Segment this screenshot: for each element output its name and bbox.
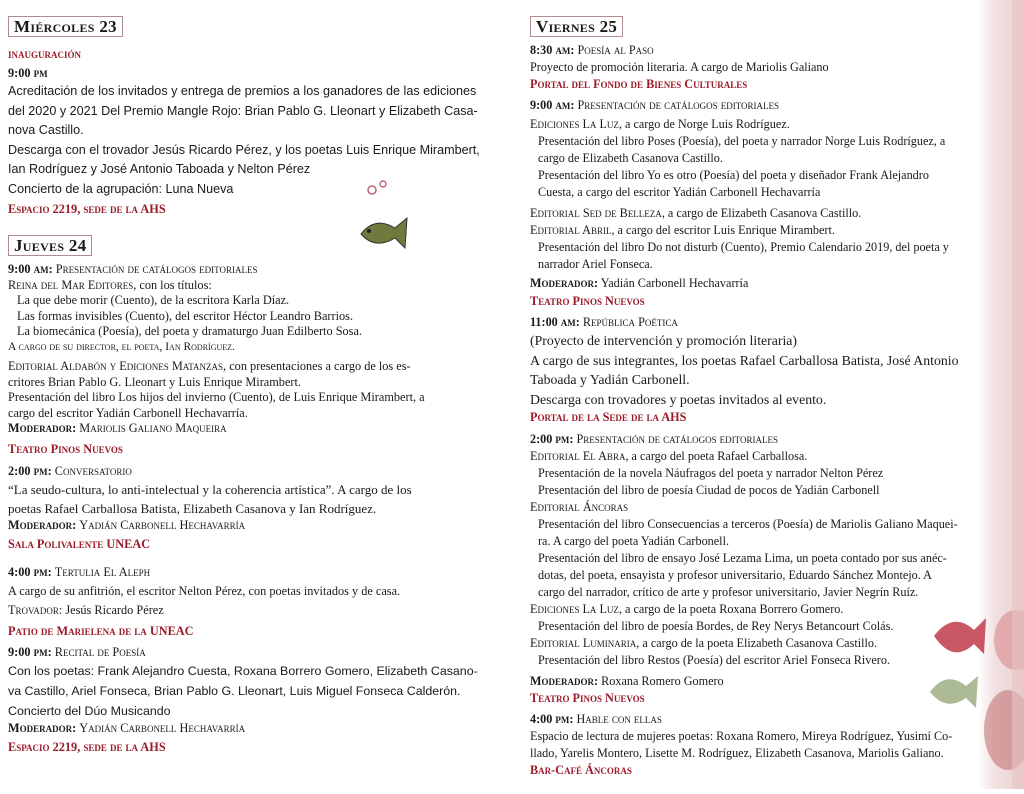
publisher-name: Ediciones La Luz — [530, 602, 619, 616]
book-item: Las formas invisibles (Cuento), del escritor Héctor Leandro Barrios. — [17, 308, 354, 323]
event-time: 4:00 pm: — [530, 712, 574, 726]
presentation-line: dotas, del poeta, ensayista y profesor universitario, Eduardo Sánchez Montejo. A — [538, 568, 932, 582]
desc-line: nova Castillo. — [8, 123, 84, 137]
description-line: Taboada y Yadián Carbonell. — [530, 372, 690, 387]
presentation-line: Presentación de la novela Náufragos del poeta y narrador Nelton Pérez — [538, 466, 884, 480]
presentation-line: Cuesta, a cargo del escritor Yadián Carbonell Hechavarría — [538, 185, 821, 199]
book-item: La que debe morir (Cuento), de la escritora Karla Díaz. — [17, 293, 290, 307]
event-venue: Patio de Marielena de la UNEAC — [8, 623, 194, 638]
event-description — [8, 82, 503, 199]
event-venue: Teatro Pinos Nuevos — [530, 691, 645, 705]
event-venue: Portal del Fondo de Bienes Culturales — [530, 77, 748, 91]
event-time: 9:00 am: — [530, 98, 575, 112]
publisher-name: Editorial El Abra — [530, 449, 626, 463]
event-time: 9:00 pm: — [8, 645, 52, 659]
event-label: inauguración — [8, 47, 82, 61]
moderator-name: Yadián Carbonell Hechavarría — [79, 720, 246, 735]
description-line: llado, Yarelis Montero, Lisette M. Rodríguez, Elizabeth Casanova, Mariolis Galiano. — [530, 746, 944, 760]
event-catalogos-fri-am — [530, 97, 1010, 310]
desc-line: Descarga con el trovador Jesús Ricardo Pérez, y los poetas Luis Enrique Mirambert, — [8, 142, 480, 157]
publisher-name: Ediciones La Luz — [530, 117, 619, 131]
event-title: República Poética — [582, 315, 678, 329]
event-catalogos-fri-pm — [530, 431, 1015, 707]
description-line: Descarga con trovadores y poetas invitados al evento. — [530, 391, 827, 407]
event-title: Conversatorio — [54, 464, 132, 478]
book-item: La biomecánica (Poesía), del poeta y dramaturgo Juan Edilberto Sosa. — [17, 324, 363, 338]
moderator-name: Roxana Romero Gomero — [601, 674, 724, 688]
moderator-name: Yadián Carbonell Hechavarría — [600, 276, 749, 290]
event-venue: Portal de la Sede de la AHS — [530, 410, 687, 424]
event-poesia-al-paso — [530, 42, 1010, 93]
publisher-name: Editorial Luminaria — [530, 636, 637, 650]
presentation-line: Presentación del libro Yo es otro (Poesía) del poeta y diseñador Frank Alejandro — [538, 168, 929, 182]
event-title: Recital de Poesía — [54, 645, 146, 659]
publisher-name: Editorial Aldabón y Ediciones Matanzas — [8, 359, 224, 373]
presentation-line: cargo del escritor Yadián Carbonell Hechavarría. — [8, 405, 248, 420]
day-heading-wednesday: Miércoles 23 — [8, 16, 123, 37]
event-venue: Espacio 2219, sede de la AHS — [8, 740, 166, 754]
presentation-line: Presentación del libro de ensayo José Lezama Lima, un poeta contado por sus anéc- — [538, 551, 947, 565]
desc-line: Concierto del Dúo Musicando — [8, 703, 171, 718]
presentation-line: Presentación del libro Poses (Poesía), del poeta y narrador Norge Luis Rodríguez, a — [538, 134, 946, 148]
event-venue: Espacio 2219, sede de la AHS — [8, 202, 166, 216]
day-heading-friday: Viernes 25 — [530, 16, 623, 37]
cargo-line: A cargo de su director, el poeta, Ian Rodríguez. — [8, 340, 235, 353]
event-title: Hable con ellas — [576, 712, 662, 726]
moderator-label: Moderador: — [8, 720, 77, 735]
event-hable-con-ellas — [530, 711, 1015, 779]
event-venue: Bar-Café Áncoras — [530, 763, 632, 777]
event-republica-poetica — [530, 314, 1010, 426]
presentation-line: Presentación del libro Do not disturb (Cuento), Premio Calendario 2019, del poeta y — [538, 240, 949, 254]
publisher-detail: critores Brian Pablo G. Lleonart y Luis Enrique Mirambert. — [8, 374, 301, 389]
presentation-line: Presentación del libro de poesía Ciudad de pocos de Yadián Carbonell — [538, 483, 880, 497]
event-title: Poesía al Paso — [577, 43, 654, 57]
desc-line: Acreditación de los invitados y entrega de premios a los ganadores de las ediciones — [8, 84, 477, 98]
desc-line: Concierto de la agrupación: Luna Nueva — [8, 181, 234, 196]
event-tertulia — [8, 565, 503, 639]
event-title: Presentación de catálogos editoriales — [577, 98, 780, 112]
description-line: Espacio de lectura de mujeres poetas: Roxana Romero, Mireya Rodríguez, Yusimí Co- — [530, 729, 953, 743]
description-line: A cargo de su anfitrión, el escritor Nelton Pérez, con poetas invitados y de casa. — [8, 583, 401, 598]
presentation-line: Presentación del libro Consecuencias a terceros (Poesía) de Mariolis Galiano Maquei- — [538, 517, 958, 531]
event-title: Presentación de catálogos editoriales — [55, 262, 258, 276]
trovador-label: Trovador: — [8, 603, 63, 617]
presentation-line: Presentación del libro de poesía Bordes, de Rey Nerys Betancourt Colás. — [538, 619, 894, 633]
event-conversatorio — [8, 464, 503, 553]
presentation-line: narrador Ariel Fonseca. — [538, 257, 653, 271]
event-title: Tertulia El Aleph — [54, 565, 151, 579]
presentation-line: cargo del narrador, crítico de arte y profesor universitario, Javier Negrín Ruíz. — [538, 585, 919, 599]
event-venue: Teatro Pinos Nuevos — [530, 294, 645, 308]
trovador-name: Jesús Ricardo Pérez — [65, 603, 164, 617]
publisher-detail: con los títulos: — [136, 277, 212, 292]
event-inauguracion — [8, 47, 503, 218]
presentation-line: Presentación del libro Los hijos del invierno (Cuento), de Luis Enrique Mirambert, a — [8, 390, 425, 404]
publisher-name: Editorial Áncoras — [530, 500, 629, 514]
event-time: 2:00 pm: — [8, 464, 52, 478]
moderator-label: Moderador: — [530, 674, 599, 688]
description-line: poetas Rafael Carballosa Batista, Elizabeth Casanova y Ian Rodríguez. — [8, 500, 377, 516]
desc-line: Con los poetas: Frank Alejandro Cuesta, Roxana Borrero Gomero, Elizabeth Casano- — [8, 663, 478, 678]
event-time: 11:00 am: — [530, 315, 580, 329]
presentation-line: ra. A cargo del poeta Yadián Carbonell. — [538, 534, 730, 548]
desc-line: Ian Rodríguez y José Antonio Taboada y Nelton Pérez — [8, 162, 311, 176]
description-line: A cargo de sus integrantes, los poetas Rafael Carballosa Batista, José Antonio — [530, 352, 959, 368]
moderator-label: Moderador: — [8, 421, 77, 435]
presentation-line: cargo de Elizabeth Casanova Castillo. — [538, 151, 723, 165]
event-recital — [8, 645, 503, 756]
publisher-detail: , a cargo de la poeta Roxana Borrero Gomero. — [618, 602, 844, 616]
moderator-name: Mariolis Galiano Maqueira — [79, 421, 227, 435]
publisher-name: Editorial Sed de Belleza — [530, 206, 662, 220]
publisher-detail: , a cargo del escritor Luis Enrique Mirambert. — [611, 223, 835, 237]
desc-line: del 2020 y 2021 Del Premio Mangle Rojo: Brian Pablo G. Lleonart y Elizabeth Casa- — [8, 103, 478, 118]
event-title: Presentación de catálogos editoriales — [576, 432, 779, 446]
event-time: 2:00 pm: — [530, 432, 574, 446]
publisher-detail: , a cargo de la poeta Elizabeth Casanova Castillo. — [636, 636, 877, 650]
publisher-detail: , a cargo del poeta Rafael Carballosa. — [625, 449, 808, 463]
event-venue: Sala Polivalente UNEAC — [8, 537, 151, 551]
moderator-name: Yadián Carbonell Hechavarría — [79, 517, 246, 532]
event-time: 4:00 pm: — [8, 565, 52, 579]
event-description — [8, 661, 503, 721]
event-time: 8:30 am: — [530, 43, 575, 57]
event-time: 9:00 am: — [8, 262, 53, 276]
publisher-name: Editorial Abril — [530, 223, 612, 237]
publisher-detail: , a cargo de Elizabeth Casanova Castillo. — [661, 206, 862, 220]
presentation-line: Presentación del libro Restos (Poesía) del escritor Ariel Fonseca Rivero. — [538, 653, 890, 667]
day-heading-thursday: Jueves 24 — [8, 235, 92, 256]
event-venue: Teatro Pinos Nuevos — [8, 441, 123, 456]
publisher-name: Reina del Mar Editores, — [8, 277, 137, 292]
moderator-label: Moderador: — [8, 517, 77, 532]
description-line: “La seudo-cultura, lo anti-intelectual y la coherencia artística”. A cargo de los — [8, 481, 412, 497]
moderator-label: Moderador: — [530, 276, 599, 290]
event-time: 9:00 pm — [8, 65, 48, 80]
event-catalogos-thu — [8, 262, 503, 457]
desc-line: va Castillo, Ariel Fonseca, Brian Pablo G. Lleonart, Luis Miguel Fonseca Calderón. — [8, 683, 461, 698]
publisher-detail: , a cargo de Norge Luis Rodríguez. — [618, 117, 790, 131]
description-line: Proyecto de promoción literaria. A cargo de Mariolis Galiano — [530, 60, 829, 74]
publisher-detail: , con presentaciones a cargo de los es- — [223, 359, 411, 373]
description-line: (Proyecto de intervención y promoción literaria) — [530, 333, 798, 348]
